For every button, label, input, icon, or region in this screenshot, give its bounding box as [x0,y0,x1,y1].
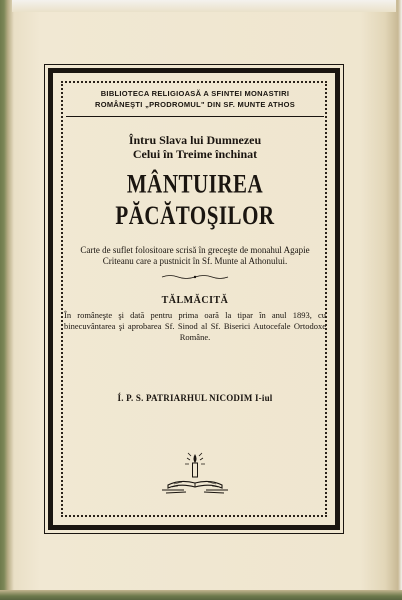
translation-text: În româneşte şi dată pentru prima oară la tipar în anul 1893, cu binecuvântarea şi aprobarea Sf. Sinod al Sf. Biserici Autocefale Ortodoxe Române. [64,310,326,342]
flourish-divider [160,274,230,280]
header-line-2: ROMÂNEŞTI „PRODROMUL" DIN SF. MUNTE ATHOS [94,100,296,109]
header-line-1: BIBLIOTECA RELIGIOASĂ A SFINTEI MONASTIRI [100,89,290,98]
dedication-line-2: Celui în Treime închinat [132,147,258,161]
dedication-line-1: Întru Slava lui Dumnezeu [128,133,262,147]
dedication [60,133,330,161]
page-top-edge [12,0,396,12]
book-title: MÂNTUIREA PĂCĂTOŞILOR [115,168,275,230]
open-book-with-candle-icon [160,452,230,494]
title-page-content [60,80,330,403]
author-credit: Í. P. S. PATRIARHUL NICODIM I-iul [117,393,273,403]
book-cover-edge [0,590,402,600]
book-subtitle: Carte de suflet folositoare scrisă în greceşte de monahul Agapie Criteanu care a pustnicit în Sf. Munte al Athonului. [80,245,310,266]
library-header [60,88,330,110]
translation-heading: TĂLMĂCITĂ [161,295,229,306]
header-rule [66,116,324,117]
